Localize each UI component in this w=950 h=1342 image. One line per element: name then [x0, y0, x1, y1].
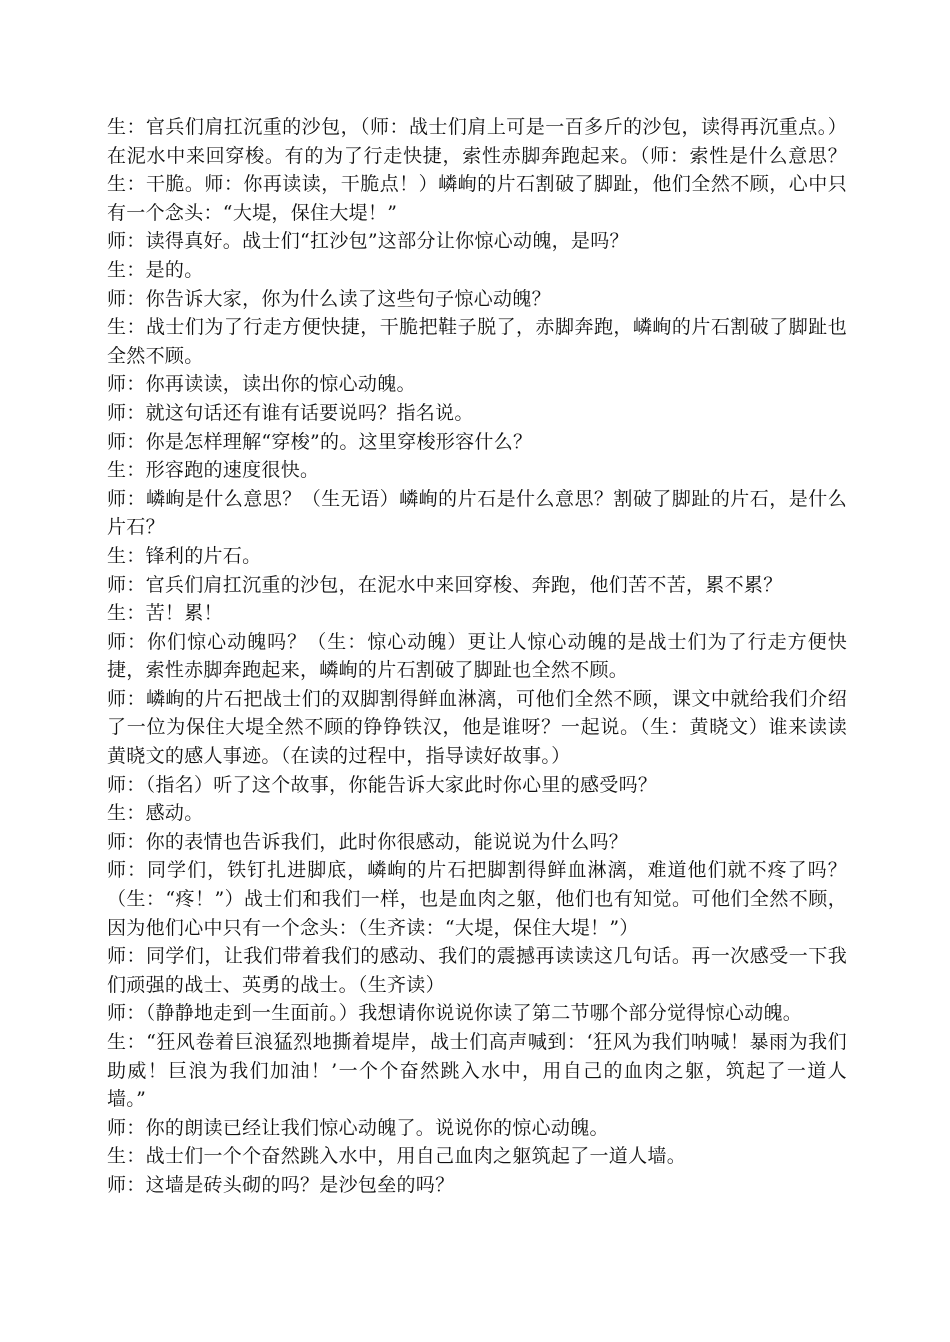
paragraph: 师：你的朗读已经让我们惊心动魄了。说说你的惊心动魄。 — [107, 1116, 609, 1139]
paragraph: 生：形容跑的速度很快。 — [107, 459, 320, 482]
paragraph: 师：你告诉大家，你为什么读了这些句子惊心动魄？ — [107, 287, 551, 310]
paragraph: 生：苦！累！ — [107, 602, 223, 625]
paragraph: 师：你是怎样理解“穿梭”的。这里穿梭形容什么？ — [107, 430, 533, 453]
paragraph: 师：读得真好。战士们“扛沙包”这部分让你惊心动魄，是吗？ — [107, 230, 629, 253]
paragraph: 生：官兵们肩扛沉重的沙包，（师：战士们肩上可是一百多斤的沙包，读得再沉重点。）在泥水中来回穿梭。有的为了行走快捷，索性赤脚奔跑起来。（师：索性是什么意思？生：干脆。师：你再读读，干脆点！）嶙峋的片石割破了脚趾，他们全然不顾，心中只有一个念头：“大堤，保住大堤！” — [107, 116, 847, 224]
paragraph: 师：同学们，让我们带着我们的感动、我们的震撼再读读这几句话。再一次感受一下我们顽强的战士、英勇的战士。（生齐读） — [107, 945, 847, 996]
paragraph: 生：战士们一个个奋然跳入水中，用自己血肉之躯筑起了一道人墙。 — [107, 1145, 687, 1168]
paragraph: 生：是的。 — [107, 258, 204, 281]
paragraph: 师：你再读读，读出你的惊心动魄。 — [107, 373, 416, 396]
paragraph: 师：官兵们肩扛沉重的沙包，在泥水中来回穿梭、奔跑，他们苦不苦，累不累？ — [107, 573, 783, 596]
paragraph: 师：就这句话还有谁有话要说吗？指名说。 — [107, 401, 474, 424]
paragraph: 师：你的表情也告诉我们，此时你很感动，能说说为什么吗？ — [107, 830, 629, 853]
paragraph: 生：战士们为了行走方便快捷，干脆把鞋子脱了，赤脚奔跑，嶙峋的片石割破了脚趾也全然不顾。 — [107, 316, 847, 367]
paragraph: 生：感动。 — [107, 802, 204, 825]
paragraph: 师：（静静地走到一生面前。）我想请你说说你读了第二节哪个部分觉得惊心动魄。 — [107, 1002, 803, 1025]
paragraph: 师：嶙峋的片石把战士们的双脚割得鲜血淋漓，可他们全然不顾，课文中就给我们介绍了一位为保住大堤全然不顾的铮铮铁汉，他是谁呀？一起说。（生：黄晓文）谁来读读黄晓文的感人事迹。（在读的过程中，指导读好故事。） — [107, 687, 847, 768]
document-page — [107, 113, 847, 1200]
paragraph: 师：嶙峋是什么意思？（生无语）嶙峋的片石是什么意思？割破了脚趾的片石，是什么片石？ — [107, 487, 847, 539]
paragraph: 生：“狂风卷着巨浪猛烈地撕着堤岸，战士们高声喊到：‘狂风为我们呐喊！暴雨为我们助威！巨浪为我们加油！’一个个奋然跳入水中，用自己的血肉之躯，筑起了一道人墙。” — [107, 1031, 847, 1111]
paragraph: 师：这墙是砖头砌的吗？是沙包垒的吗？ — [107, 1173, 455, 1196]
paragraph: 师：（指名）听了这个故事，你能告诉大家此时你心里的感受吗？ — [107, 773, 658, 796]
paragraph: 师：你们惊心动魄吗？（生：惊心动魄）更让人惊心动魄的是战士们为了行走方便快捷，索性赤脚奔跑起来，嶙峋的片石割破了脚趾也全然不顾。 — [107, 630, 847, 682]
paragraph: 生：锋利的片石。 — [107, 544, 262, 567]
paragraph: 师：同学们，铁钉扎进脚底，嶙峋的片石把脚割得鲜血淋漓，难道他们就不疼了吗？（生：“疼！”）战士们和我们一样，也是血肉之躯，他们也有知觉。可他们全然不顾，因为他们心中只有一个念头：（生齐读：“大堤，保住大堤！”） — [107, 859, 847, 939]
